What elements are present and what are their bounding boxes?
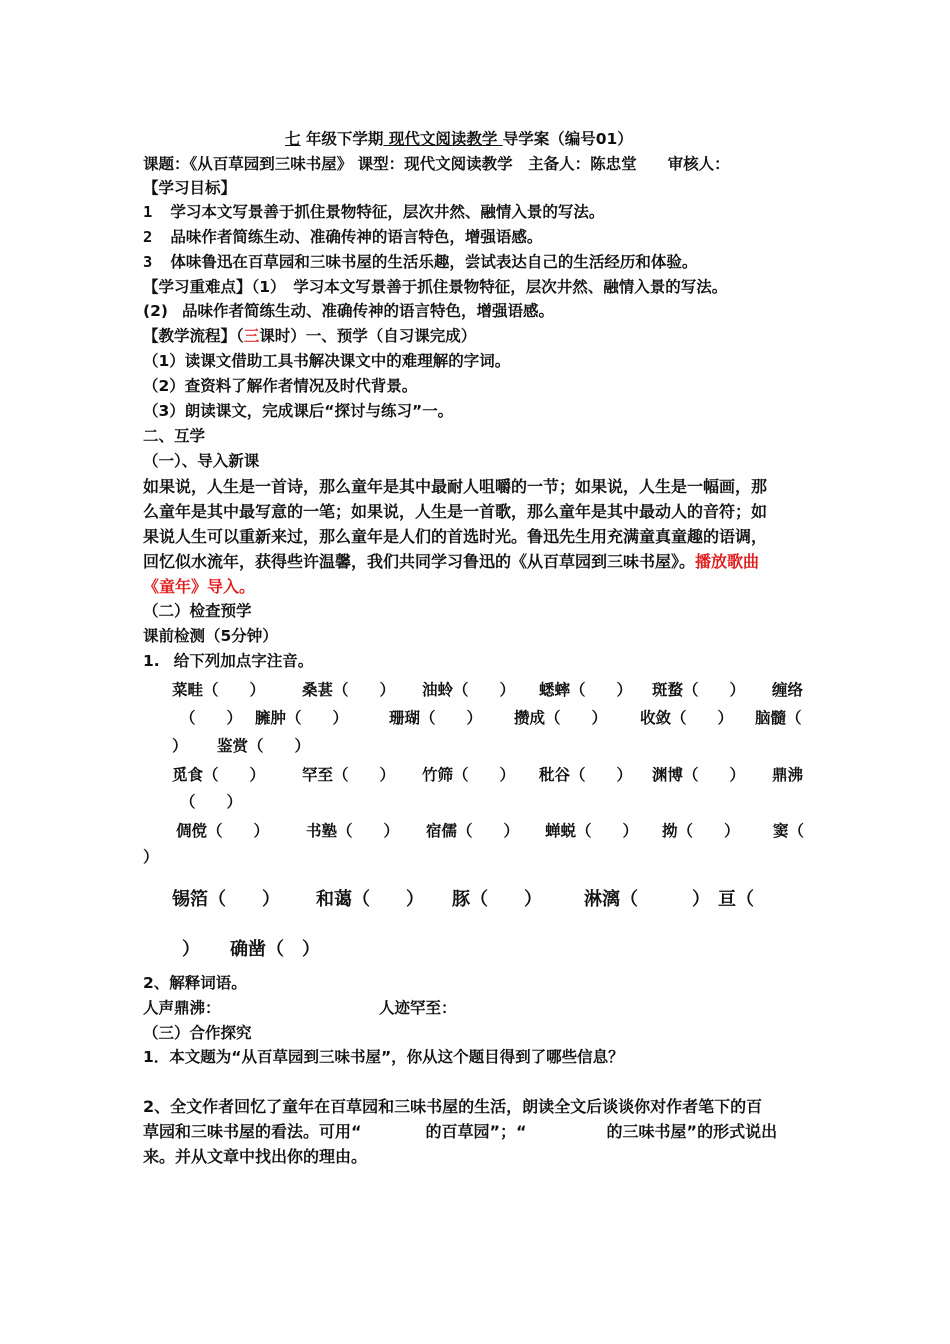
pinyin-item: 秕谷（ ） <box>539 766 633 784</box>
pinyin-item: 锡箔（ ） <box>172 889 280 910</box>
term-1: 人声鼎沸： <box>143 999 221 1017</box>
explore-question-2-line: 2、全文作者回忆了童年在百草园和三味书屋的生活，朗读全文后谈谈你对作者笔下的百 <box>143 1097 763 1116</box>
pinyin-item: 收敛（ ） <box>640 709 734 727</box>
flow-heading: 【教学流程】（三课时）一、预学（自习课完成） <box>143 327 477 345</box>
explore-question-2-line: 来。并从文章中找出你的理由。 <box>143 1147 368 1166</box>
intro-paragraph-line: 么童年是其中最写意的一笔；如果说，人生是一首歌，那么童年是其中最动人的音符；如 <box>143 502 768 521</box>
pinyin-item: 竹筛（ ） <box>422 766 516 784</box>
flow-step: （2）查资料了解作者情况及时代背景。 <box>143 377 418 395</box>
pinyin-item: 书塾（ ） <box>306 822 400 840</box>
document-title <box>285 128 633 150</box>
pinyin-item: 蟋蟀（ ） <box>539 681 633 699</box>
objectives-heading: 【学习目标】 <box>143 179 237 197</box>
pinyin-item: 和蔼（ ） <box>316 889 424 910</box>
section-heading: 二、互学 <box>143 427 206 445</box>
objective-item: 2 品味作者简练生动、准确传神的语言特色，增强语感。 <box>143 228 543 246</box>
pinyin-item: 缠络 <box>772 681 804 699</box>
question-2: 2、解释词语。 <box>143 974 247 992</box>
pinyin-item: 珊瑚（ ） <box>389 709 483 727</box>
intro-paragraph-line: 回忆似水流年，获得些许温馨，我们共同学习鲁迅的《从百草园到三味书屋》。播放歌曲 <box>143 552 760 571</box>
intro-heading: （一）、导入新课 <box>143 452 260 470</box>
pinyin-item: 确凿（ ） <box>230 939 320 960</box>
pinyin-item: 宿儒（ ） <box>426 822 520 840</box>
pinyin-item: 淋漓（ ） <box>584 889 710 910</box>
pinyin-item: 豚（ ） <box>452 889 542 910</box>
intro-paragraph-line: 果说人生可以重新来过，那么童年是人们的首选时光。鲁迅先生用充满童真童趣的语调， <box>143 527 768 546</box>
pinyin-item: 觅食（ ） <box>172 766 266 784</box>
objective-item: 3 体味鲁迅在百草园和三味书屋的生活乐趣，尝试表达自己的生活经历和体验。 <box>143 253 698 271</box>
title-subject: 现代文阅读教学 <box>383 130 503 148</box>
term-2: 人迹罕至： <box>379 999 457 1017</box>
pinyin-item: 臃肿（ ） <box>255 709 349 727</box>
title-grade-suffix: 年级下学期 <box>300 130 384 148</box>
explore-heading: （三）合作探究 <box>143 1024 252 1042</box>
meta-line: 课题：《从百草园到三味书屋》 课型：现代文阅读教学 主备人：陈忠堂 审核人： <box>143 155 730 173</box>
pinyin-item: 蝉蜕（ ） <box>545 822 639 840</box>
title-plan: 导学案（编号01） <box>502 130 633 148</box>
check-heading: （二）检查预学 <box>143 602 252 620</box>
pinyin-item: 倜傥（ ） <box>176 822 270 840</box>
flow-step: （1）读课文借助工具书解决课文中的难理解的字词。 <box>143 352 511 370</box>
title-grade: 七 <box>285 130 301 148</box>
explore-question-2-line: 草园和三味书屋的看法。可用“ 的百草园”；“ 的三味书屋”的形式说出 <box>143 1122 778 1141</box>
pinyin-item: 油蛉（ ） <box>422 681 516 699</box>
document-page: 七 年级下学期 现代文阅读教学 导学案（编号01） 课题：《从百草园到三味书屋》 课型：现代文阅读教学 主备人：陈忠堂 审核人： 【学习目标】 1 学习本文写景善于抓住景物特征，层次井然、融情入景的写法。 2 品味作者简练生动、准确传神的语言特色，增强语感。 3 体味鲁迅在百草园和三味书屋的生活乐趣，尝试表达自己的生活经历和体验。 【学习重难点】（1） 学习本文写景善于抓住景物特征，层次井然、融情入景的写法。 (2) 品味作者简练生动、准确传神的语言特色，增强语感。 【教学流程】（三课时）一、预学（自习课完成） （1）读课文借助工具书解决课文中的难理解的字词。 （2）查资料了解作者情况及时代背景。 （3）朗读课文，完成课后“探讨与练习”一。 二、互学 （一）、导入新课 如果说，人生是一首诗，那么童年是其中最耐人咀嚼的一节；如果说，人生是一幅画，那 么童年是其中最写意的一笔；如果说，人生是一首歌，那么童年是其中最动人的音符；如 果说人生可以重新来过，那么童年是人们的首选时光。鲁迅先生用充满童真童趣的语调， 回忆似水流年，获得些许温馨，我们共同学习鲁迅的《从百草园到三味书屋》。播放歌曲 《童年》导入。 （二）检查预学 课前检测（5分钟） 1. 给下列加点字注音。 菜畦（ ） 桑葚（ ） 油蛉（ ） 蟋蟀（ ） 斑蝥（ ） 缠络 （ ） 臃肿（ ） 珊瑚（ ） 攒成（ ） 收敛（ ） 脑髓（ ） 鉴赏（ ） 觅食（ ） 罕至（ ） 竹筛（ ） 秕谷（ ） 渊博（ ） 鼎沸 （ ） 倜傥（ ） 书塾（ ） 宿儒（ ） 蝉蜕（ ） 拗（ ） 窦（ ） 锡箔（ ） 和蔼（ ） 豚（ ） 淋漓（ ） 亘（ ） 确凿（ ） 2、解释词语。 人声鼎沸： 人迹罕至： （三）合作探究 1．本文题为“从百草园到三味书屋”，你从这个题目得到了哪些信息？ 2、全文作者回忆了童年在百草园和三味书屋的生活，朗读全文后谈谈你对作者笔下的百 草园和三味书屋的看法。可用“ 的百草园”；“ 的三味书屋”的形式说出 来。并从文章中找出你的理由。 <box>143 130 805 1166</box>
question-1: 1. 给下列加点字注音。 <box>143 652 314 670</box>
pinyin-item: 渊博（ ） <box>652 766 746 784</box>
pinyin-item: 鉴赏（ ） <box>217 737 311 755</box>
intro-paragraph-line: 如果说，人生是一首诗，那么童年是其中最耐人咀嚼的一节；如果说，人生是一幅画，那 <box>143 477 768 496</box>
check-test-label: 课前检测（5分钟） <box>143 627 278 645</box>
pinyin-item: 脑髓（ <box>755 709 802 727</box>
pinyin-item: 攒成（ ） <box>514 709 608 727</box>
pinyin-paren: （ ） <box>180 793 243 811</box>
pinyin-paren: （ ） <box>180 709 243 727</box>
pinyin-item: 菜畦（ ） <box>172 681 266 699</box>
pinyin-item: 亘（ <box>718 889 754 910</box>
explore-question-1: 1．本文题为“从百草园到三味书屋”，你从这个题目得到了哪些信息？ <box>143 1048 624 1066</box>
pinyin-item: 拗（ ） <box>662 822 740 840</box>
pinyin-item: 罕至（ ） <box>302 766 396 784</box>
pinyin-item: 鼎沸 <box>772 766 804 784</box>
flow-step: （3）朗读课文，完成课后“探讨与练习”一。 <box>143 402 454 420</box>
pinyin-item: 窦（ <box>773 822 805 840</box>
intro-song-note: 《童年》导入。 <box>143 577 256 596</box>
objective-item: 1 学习本文写景善于抓住景物特征，层次井然、融情入景的写法。 <box>143 203 605 221</box>
pinyin-item: 斑蝥（ ） <box>652 681 746 699</box>
pinyin-item: 桑葚（ ） <box>302 681 396 699</box>
key-points-line-2: (2) 品味作者简练生动、准确传神的语言特色，增强语感。 <box>143 302 554 320</box>
key-points-line-1: 【学习重难点】（1） 学习本文写景善于抓住景物特征，层次井然、融情入景的写法。 <box>143 278 728 296</box>
